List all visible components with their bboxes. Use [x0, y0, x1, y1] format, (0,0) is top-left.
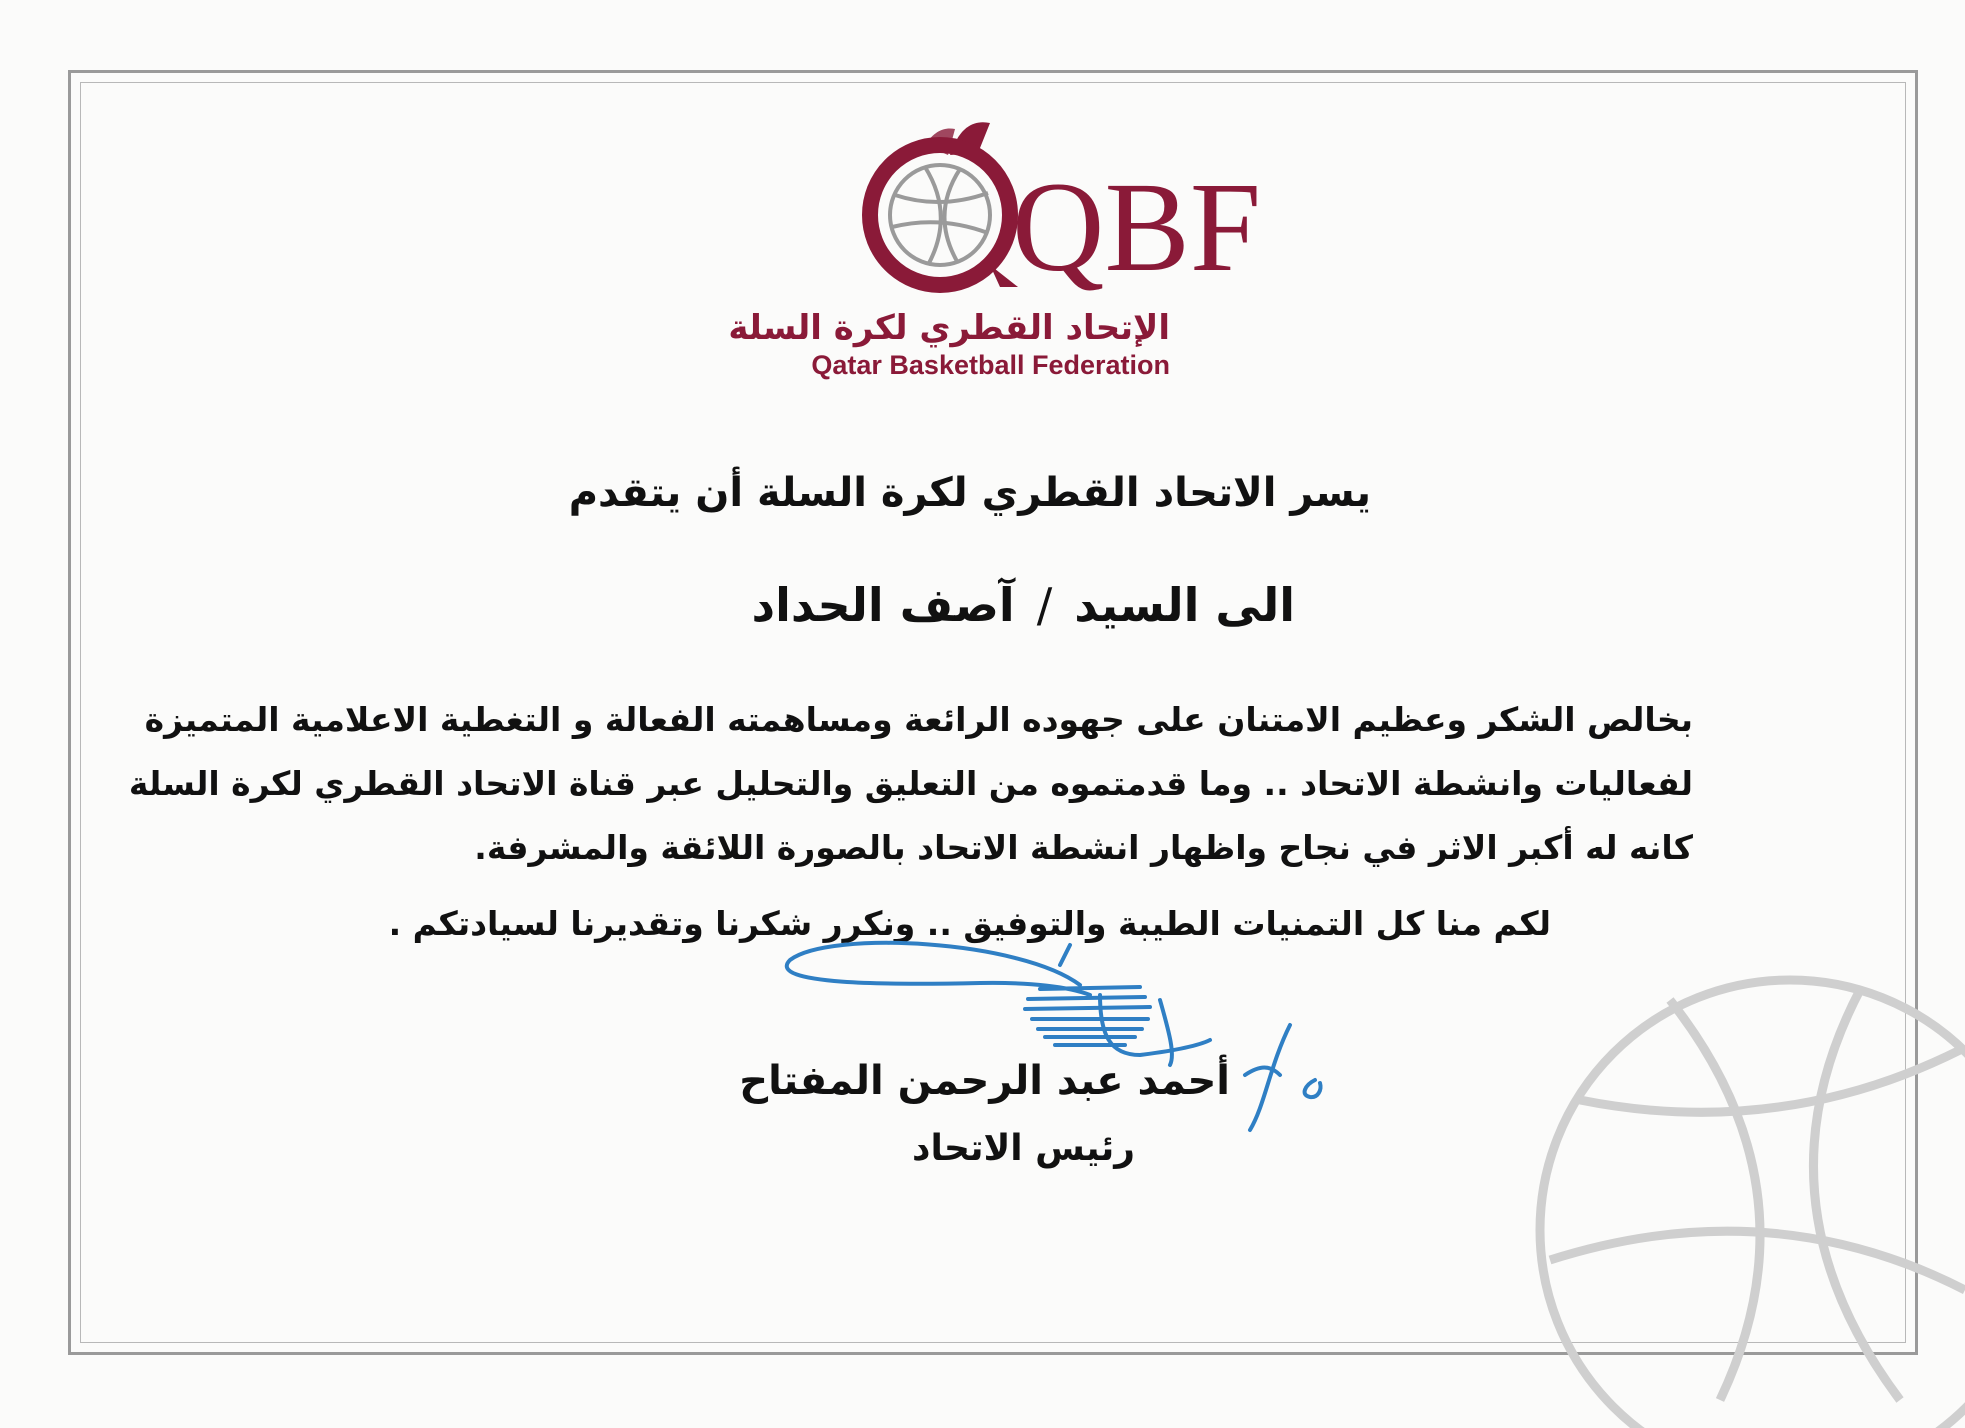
- qbf-logo: [850, 115, 1261, 298]
- signatory-name: أحمد عبد الرحمن المفتاح: [739, 1058, 1230, 1104]
- intro-line: يسر الاتحاد القطري لكرة السلة أن يتقدم: [568, 470, 1371, 516]
- recipient-line: [752, 578, 1295, 632]
- recipient-separator: /: [1036, 578, 1053, 632]
- logo-name-english: Qatar Basketball Federation: [811, 350, 1170, 380]
- body-line-3: كانه له أكبر الاثر في نجاح واظهار انشطة الاتحاد بالصورة اللائقة والمشرفة.: [474, 828, 1693, 867]
- logo-wordmark: QBF: [1012, 156, 1261, 298]
- logo-name-arabic: الإتحاد القطري لكرة السلة: [728, 308, 1170, 348]
- closing-line: لكم منا كل التمنيات الطيبة والتوفيق .. ونكرر شكرنا وتقديرنا لسيادتكم .: [388, 904, 1551, 943]
- body-line-2: لفعاليات وانشطة الاتحاد .. وما قدمتموه من التعليق والتحليل عبر قناة الاتحاد القطري لكرة السلة: [128, 764, 1693, 803]
- recipient-prefix: الى السيد: [1074, 578, 1295, 632]
- signatory-title: رئيس الاتحاد: [912, 1128, 1135, 1169]
- basketball-watermark-icon: [1520, 960, 1965, 1400]
- body-line-1: بخالص الشكر وعظيم الامتنان على جهوده الرائعة ومساهمته الفعالة و التغطية الاعلامية المتميزة: [144, 700, 1693, 739]
- recipient-name: آصف الحداد: [751, 578, 1015, 632]
- signature-mark: [770, 925, 1330, 1145]
